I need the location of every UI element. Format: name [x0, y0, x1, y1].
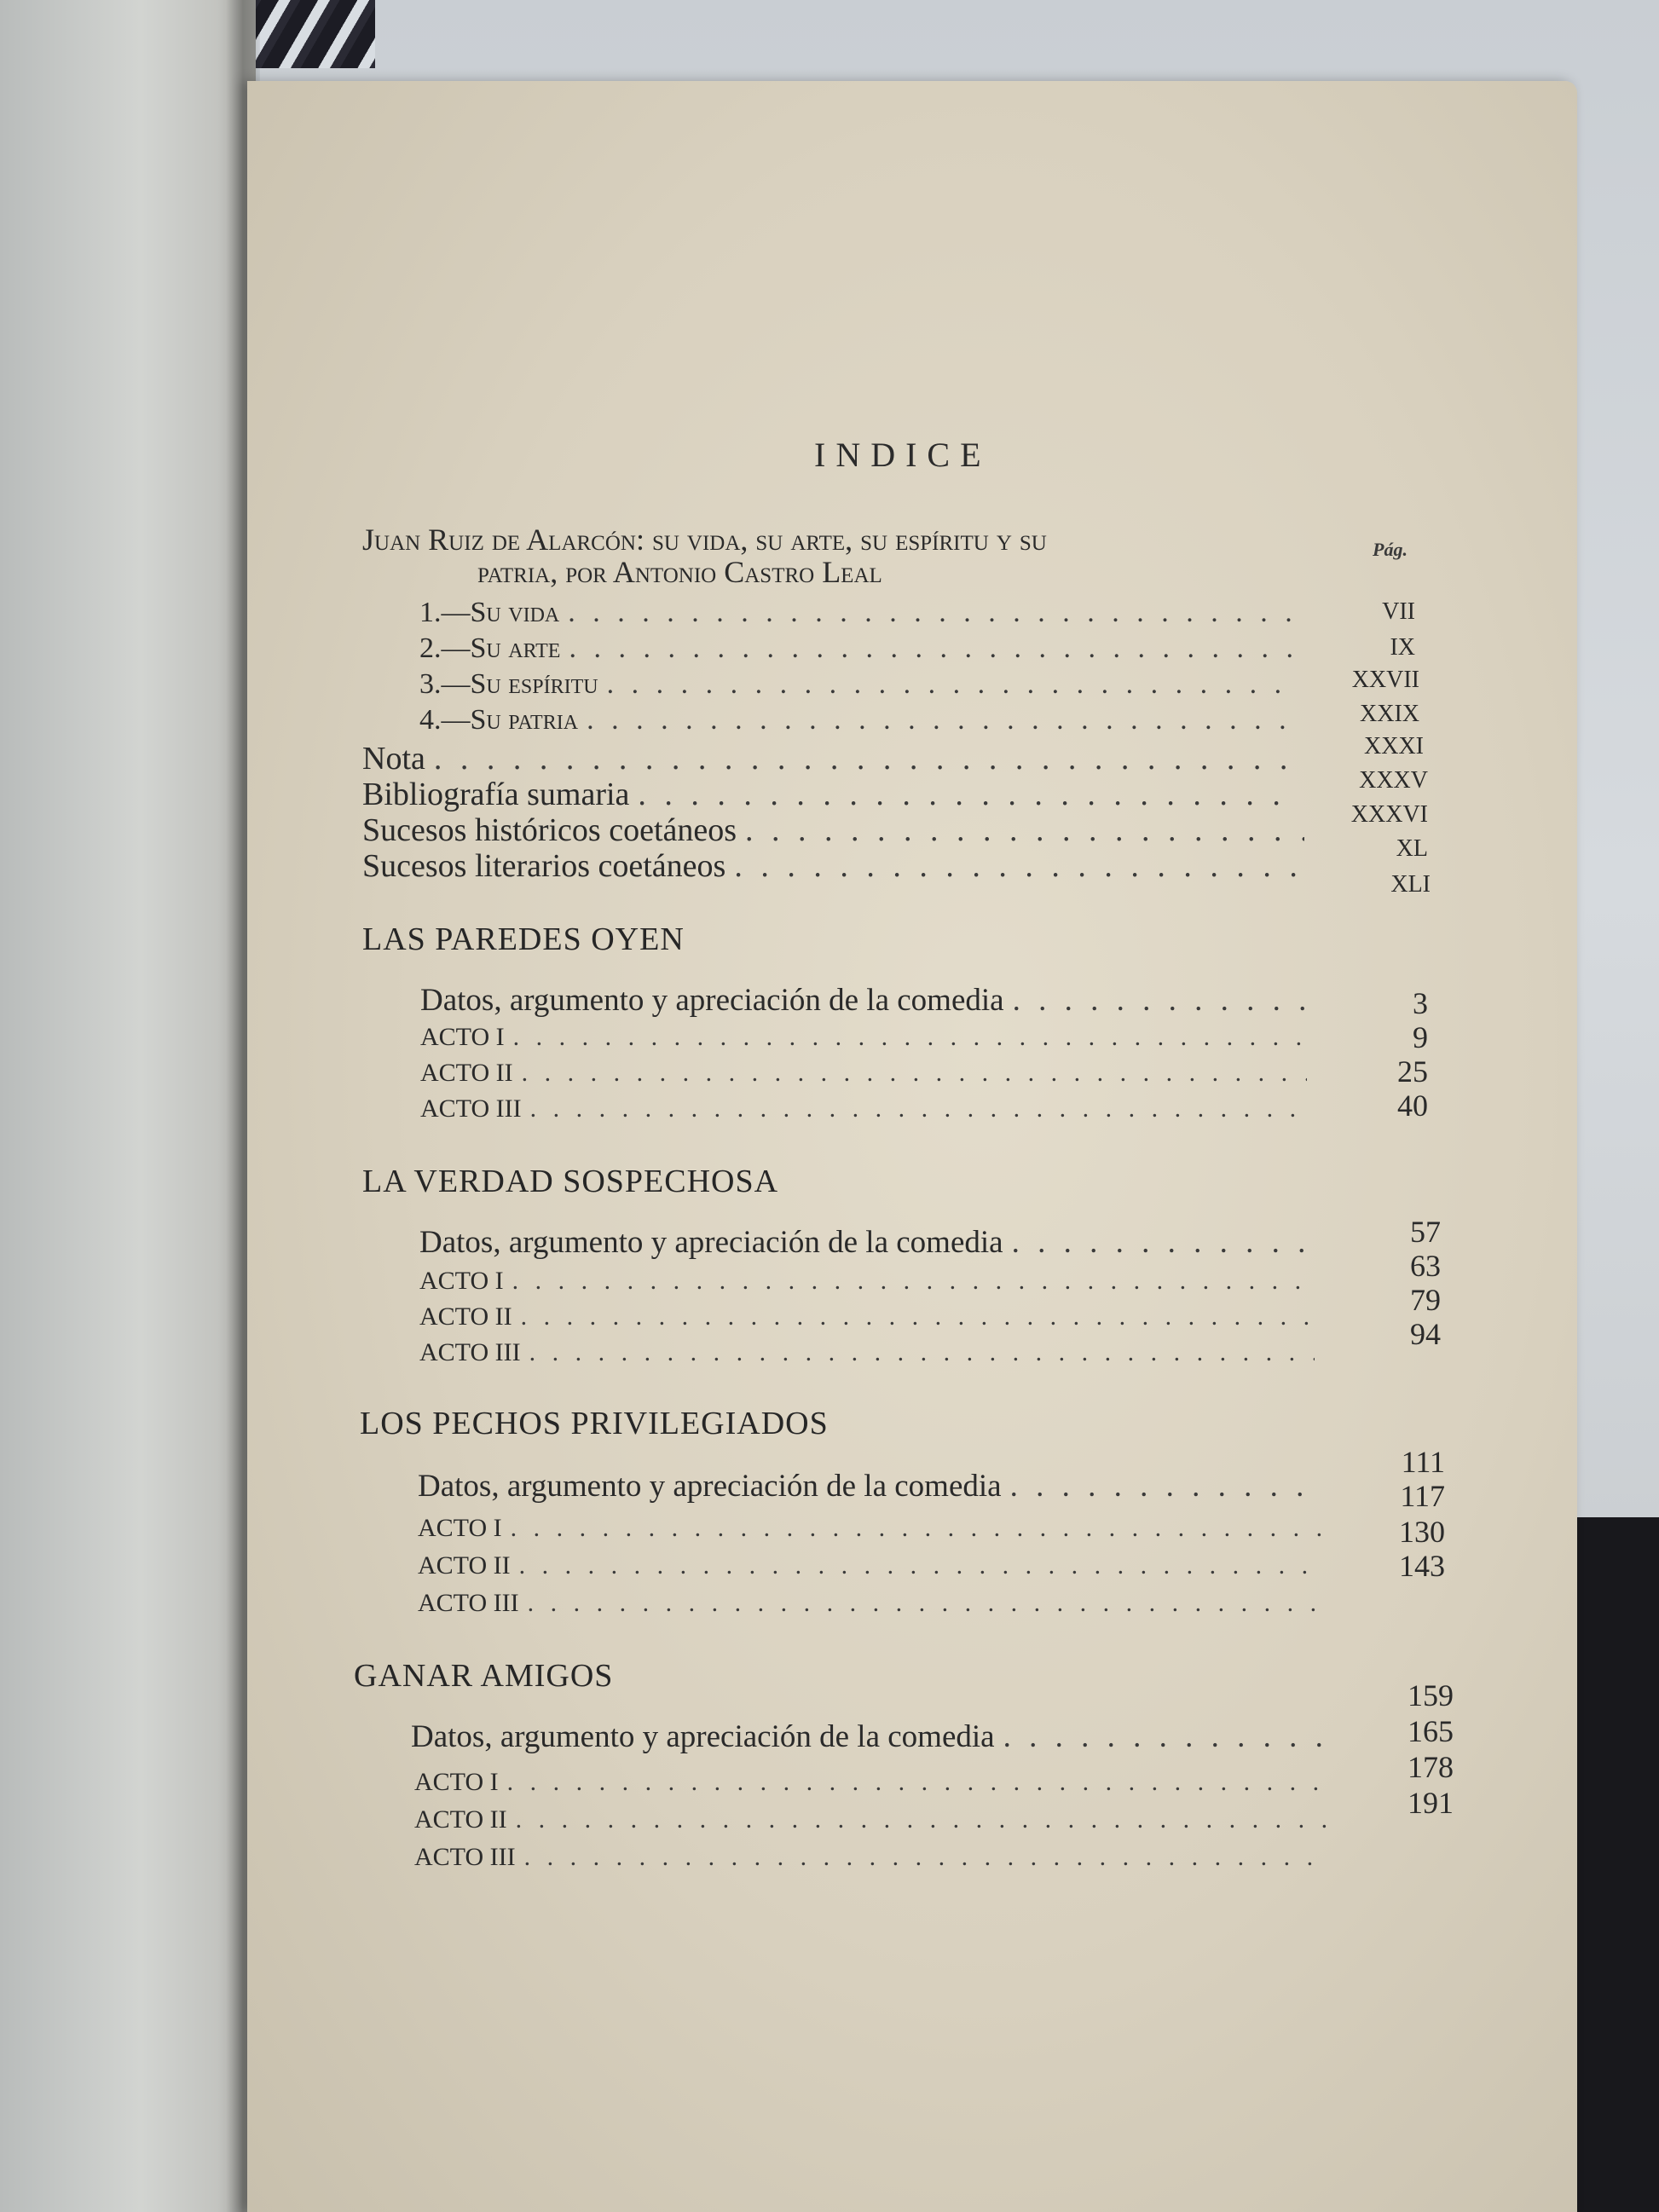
- dot-leader: [519, 1551, 1321, 1580]
- entry-label: ACTO II: [419, 1302, 512, 1331]
- entry-label: 3.—Su espíritu: [419, 668, 598, 700]
- entry-label: ACTO III: [419, 1338, 521, 1366]
- dot-leader: [530, 1094, 1307, 1123]
- toc-entry: [420, 1023, 1315, 1052]
- entry-label: ACTO II: [418, 1551, 511, 1580]
- toc-entry: [414, 1843, 1339, 1872]
- entry-page: 191: [1408, 1786, 1454, 1820]
- toc-entry: [418, 1514, 1330, 1543]
- entry-label: Nota: [362, 741, 425, 777]
- entry-label: ACTO III: [418, 1589, 519, 1617]
- entry-label: Datos, argumento y apreciación de la comedia: [419, 1225, 1003, 1260]
- entry-label: Datos, argumento y apreciación de la comedia: [420, 983, 1004, 1018]
- entry-page: 143: [1399, 1549, 1445, 1583]
- dot-leader: [569, 632, 1298, 665]
- entry-label: 2.—Su arte: [419, 632, 561, 664]
- dot-leader: [1003, 1718, 1327, 1755]
- toc-entry: [362, 740, 1309, 777]
- toc-entry: [419, 1267, 1323, 1296]
- play-title: LOS PECHOS PRIVILEGIADOS: [360, 1406, 829, 1441]
- dot-leader: [638, 776, 1300, 813]
- toc-entry: [362, 776, 1309, 813]
- entry-label: ACTO III: [420, 1094, 522, 1123]
- dot-leader: [587, 704, 1298, 736]
- dot-leader: [524, 1843, 1331, 1872]
- dot-leader: [607, 668, 1298, 701]
- toc-entry: [414, 1805, 1339, 1834]
- pag-column-label: Pág.: [1373, 539, 1408, 560]
- dot-leader: [1013, 982, 1307, 1019]
- left-page: [0, 0, 256, 2212]
- dot-leader: [1012, 1224, 1315, 1261]
- toc-entry: [411, 1718, 1336, 1755]
- dot-leader: [1010, 1468, 1321, 1505]
- dot-leader: [568, 597, 1298, 629]
- entry-page: 165: [1408, 1714, 1454, 1748]
- toc-entry: [418, 1589, 1330, 1618]
- entry-page: XL: [1396, 835, 1428, 862]
- entry-page: XXVII: [1351, 667, 1419, 693]
- toc-entry: [419, 597, 1306, 629]
- intro-heading-line1: Juan Ruiz de Alarcón: su vida, su arte, su espíritu y su: [362, 523, 1047, 557]
- play-title: LAS PAREDES OYEN: [362, 921, 685, 957]
- play-title: GANAR AMIGOS: [354, 1658, 614, 1694]
- toc-entry: [419, 632, 1306, 665]
- toc-entry: [419, 704, 1306, 736]
- entry-page: 94: [1410, 1317, 1441, 1351]
- entry-label: ACTO I: [418, 1514, 502, 1542]
- entry-label: ACTO I: [419, 1267, 504, 1295]
- page-title: INDICE: [814, 436, 991, 474]
- dot-leader: [521, 1302, 1315, 1331]
- entry-page: 178: [1408, 1750, 1454, 1784]
- dot-leader: [529, 1338, 1315, 1367]
- dark-surface: [1569, 1517, 1659, 2212]
- entry-page: XXXI: [1364, 733, 1424, 759]
- dot-leader: [516, 1805, 1331, 1834]
- entry-page: 40: [1397, 1089, 1428, 1123]
- entry-page: XXXVI: [1350, 801, 1428, 828]
- entry-label: Datos, argumento y apreciación de la comedia: [411, 1719, 995, 1754]
- toc-entry: [414, 1768, 1339, 1797]
- toc-entry: [419, 1224, 1323, 1261]
- entry-page: 63: [1410, 1249, 1441, 1283]
- dot-leader: [513, 1023, 1307, 1052]
- entry-page: 117: [1400, 1479, 1445, 1513]
- toc-entry: [418, 1551, 1330, 1580]
- dot-leader: [734, 847, 1309, 885]
- entry-page: 57: [1410, 1215, 1441, 1249]
- entry-page: 130: [1399, 1515, 1445, 1549]
- entry-page: XXXV: [1359, 767, 1428, 794]
- toc-entry: [420, 982, 1315, 1019]
- entry-label: ACTO III: [414, 1843, 516, 1871]
- entry-page: 3: [1413, 986, 1428, 1020]
- dot-leader: [434, 740, 1300, 777]
- entry-page: 79: [1410, 1283, 1441, 1317]
- entry-label: Bibliografía sumaria: [362, 777, 630, 812]
- entry-page: XLI: [1390, 871, 1431, 898]
- entry-page: 159: [1408, 1678, 1454, 1712]
- intro-heading-line2: patria, por Antonio Castro Leal: [477, 555, 882, 589]
- dot-leader: [528, 1589, 1321, 1618]
- entry-label: ACTO II: [420, 1059, 513, 1087]
- toc-entry: [362, 811, 1313, 849]
- toc-entry: [419, 1302, 1323, 1331]
- toc-entry: [419, 668, 1306, 701]
- dot-leader: [745, 811, 1304, 849]
- toc-entry: [418, 1468, 1330, 1505]
- dot-leader: [512, 1267, 1315, 1296]
- toc-entry: [419, 1338, 1323, 1367]
- entry-label: ACTO I: [420, 1023, 505, 1051]
- entry-label: 1.—Su vida: [419, 597, 560, 628]
- index-page: [247, 81, 1577, 2212]
- entry-page: VII: [1382, 598, 1415, 625]
- entry-label: 4.—Su patria: [419, 704, 579, 736]
- dot-leader: [511, 1514, 1321, 1543]
- toc-entry: [362, 847, 1317, 885]
- entry-page: 9: [1413, 1020, 1428, 1054]
- toc-entry: [420, 1094, 1315, 1123]
- entry-page: 25: [1397, 1054, 1428, 1089]
- entry-label: Sucesos literarios coetáneos: [362, 848, 726, 884]
- entry-page: 111: [1401, 1445, 1445, 1479]
- entry-page: IX: [1390, 634, 1415, 661]
- entry-page: XXIX: [1360, 701, 1419, 727]
- entry-label: ACTO I: [414, 1768, 499, 1796]
- toc-entry: [420, 1059, 1315, 1088]
- play-title: LA VERDAD SOSPECHOSA: [362, 1164, 779, 1199]
- dot-leader: [507, 1768, 1331, 1797]
- entry-label: Sucesos históricos coetáneos: [362, 812, 737, 848]
- dot-leader: [522, 1059, 1307, 1088]
- entry-label: ACTO II: [414, 1805, 507, 1834]
- entry-label: Datos, argumento y apreciación de la comedia: [418, 1469, 1002, 1504]
